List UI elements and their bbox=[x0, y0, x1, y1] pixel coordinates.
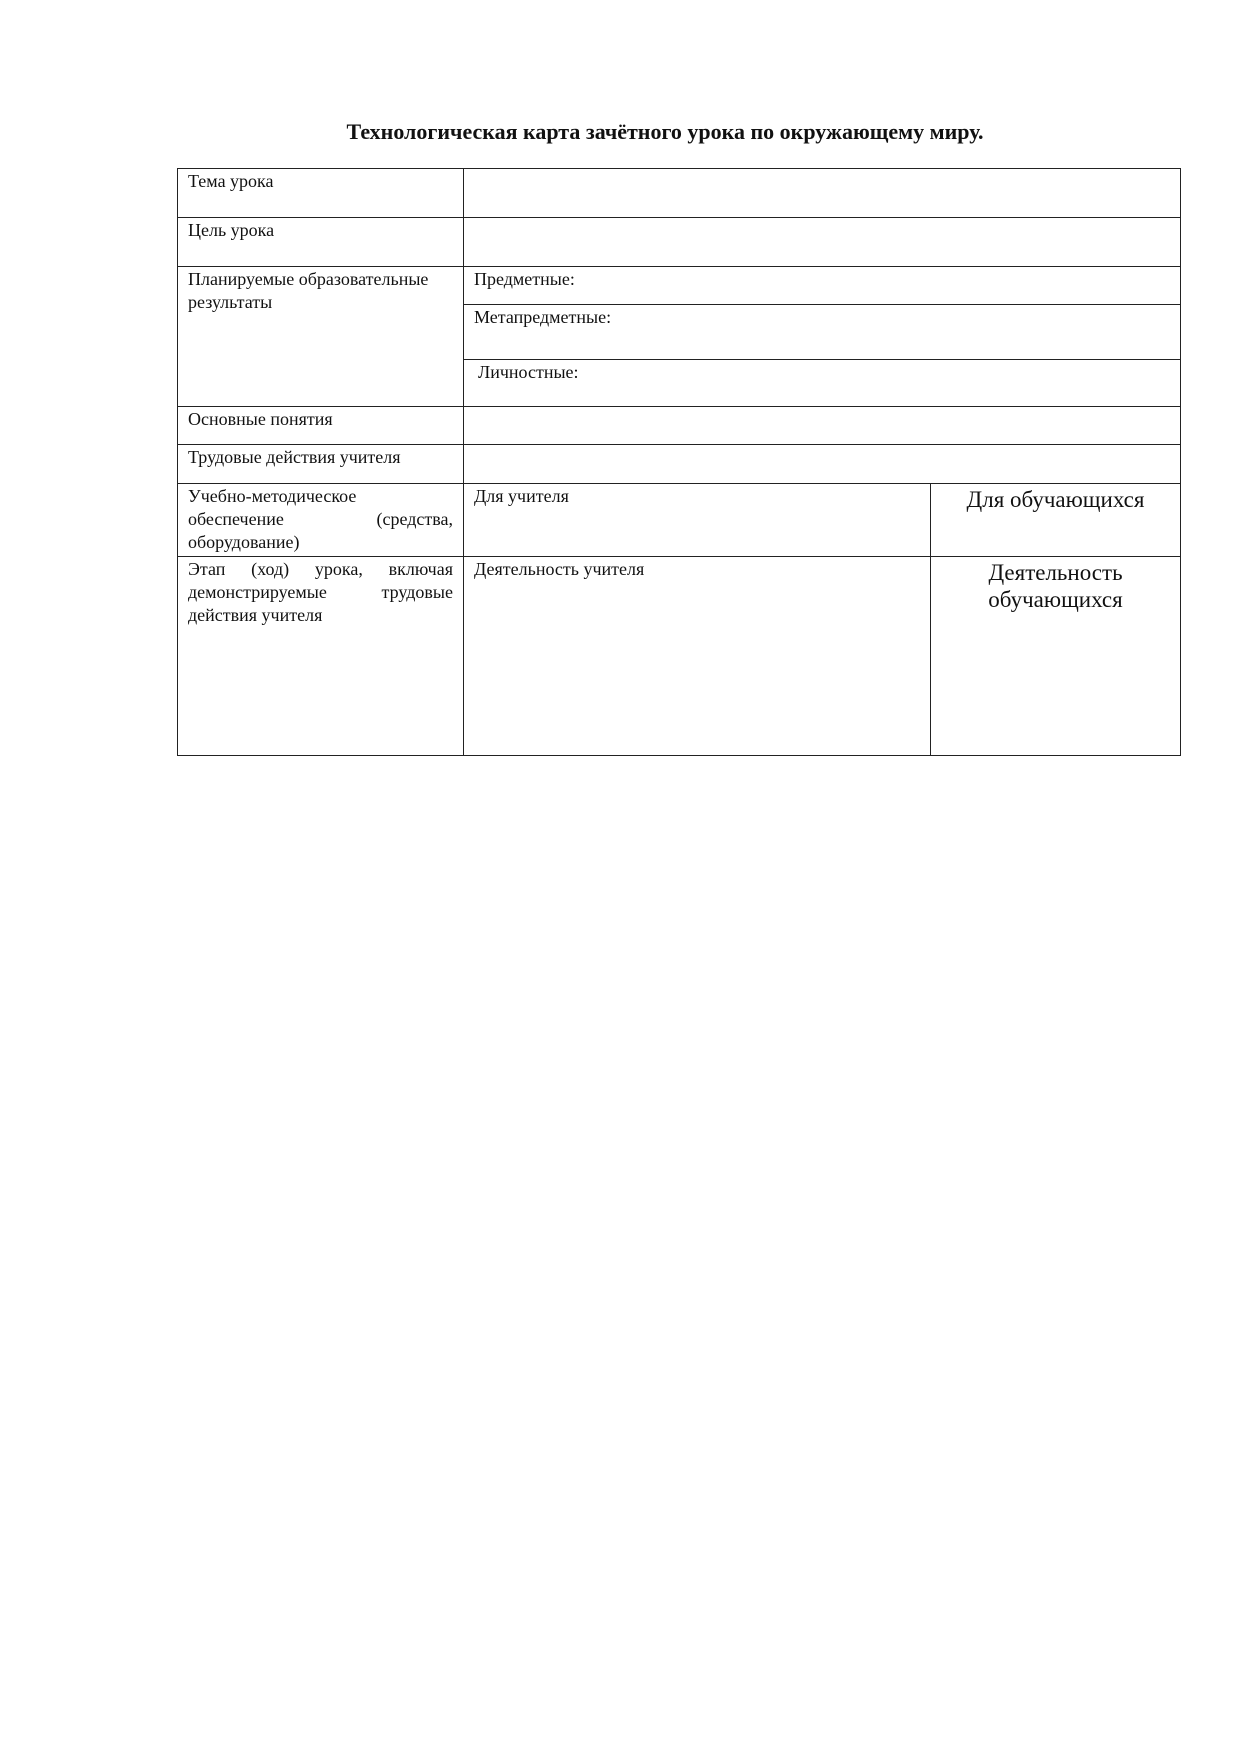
value-topic[interactable] bbox=[464, 169, 1181, 218]
row-results-subject bbox=[178, 267, 1181, 305]
row-teacher-actions bbox=[178, 445, 1181, 484]
value-concepts[interactable] bbox=[464, 407, 1181, 445]
lesson-technology-card-table bbox=[177, 168, 1181, 756]
results-metasubject[interactable]: Метапредметные: bbox=[464, 305, 1181, 360]
label-teacher-actions: Трудовые действия учителя bbox=[178, 445, 464, 484]
row-support bbox=[178, 484, 1181, 557]
support-for-students[interactable]: Для обучающихся bbox=[931, 484, 1181, 557]
label-goal: Цель урока bbox=[178, 218, 464, 267]
label-concepts: Основные понятия bbox=[178, 407, 464, 445]
label-topic: Тема урока bbox=[178, 169, 464, 218]
label-planned-results: Планируемые образовательные результаты bbox=[178, 267, 464, 407]
results-personal[interactable]: Личностные: bbox=[464, 360, 1181, 407]
label-support: Учебно-методическое обеспечение (средства, оборудование) bbox=[178, 484, 464, 557]
row-concepts bbox=[178, 407, 1181, 445]
row-topic bbox=[178, 169, 1181, 218]
value-teacher-actions[interactable] bbox=[464, 445, 1181, 484]
support-for-teacher[interactable]: Для учителя bbox=[464, 484, 931, 557]
document-title: Технологическая карта зачётного урока по окружающему миру. bbox=[346, 119, 984, 144]
results-subject[interactable]: Предметные: bbox=[464, 267, 1181, 305]
label-stage: Этап (ход) урока, включая демонстрируемые трудовые действия учителя bbox=[178, 557, 464, 756]
stage-teacher-activity[interactable]: Деятельность учителя bbox=[464, 557, 931, 756]
row-goal bbox=[178, 218, 1181, 267]
stage-student-activity[interactable]: Деятельность обучающихся bbox=[931, 557, 1181, 756]
row-stage bbox=[178, 557, 1181, 756]
value-goal[interactable] bbox=[464, 218, 1181, 267]
